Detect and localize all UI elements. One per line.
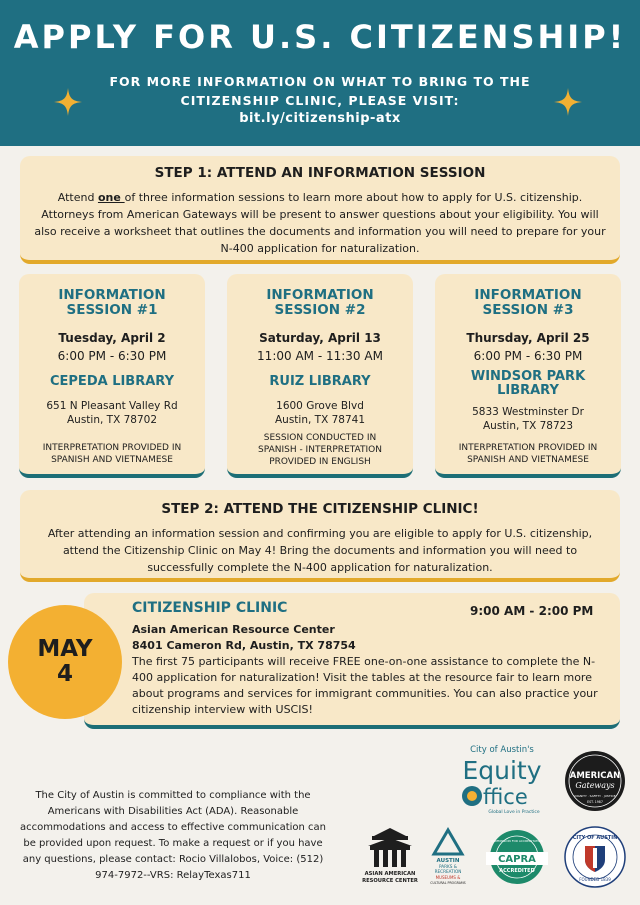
- equity-big-text: Equity: [462, 756, 542, 785]
- session-time: 6:00 PM - 6:30 PM: [473, 349, 583, 363]
- session-note: [231, 432, 409, 468]
- parks-line1: AUSTIN: [436, 858, 460, 864]
- clinic-venue: Asian American Resource Center: [132, 623, 335, 636]
- aarc-line2: RESOURCE CENTER: [362, 878, 418, 884]
- session-date: Tuesday, April 2: [58, 331, 166, 345]
- session-address-line1: 5833 Westminster Dr: [472, 406, 584, 418]
- session-heading: [19, 288, 205, 318]
- page-title: APPLY FOR U.S. CITIZENSHIP!: [13, 18, 627, 56]
- american-gateways-name: AMERICAN: [569, 771, 621, 781]
- session-card-1: [19, 274, 205, 478]
- clinic-time: 9:00 AM - 2:00 PM: [470, 604, 594, 618]
- step1-title: STEP 1: ATTEND AN INFORMATION SESSION: [154, 165, 486, 181]
- session-address: [435, 405, 621, 433]
- equity-office-text: ffice: [483, 785, 528, 809]
- date-badge-month: MAY: [37, 636, 93, 662]
- session-library-line2: LIBRARY: [497, 383, 559, 398]
- header-subtitle-line1: FOR MORE INFORMATION ON WHAT TO BRING TO THE: [109, 74, 531, 89]
- austin-parks-logo: [426, 826, 470, 888]
- capra-logo: [482, 828, 552, 886]
- equity-small-text: City of Austin's: [470, 745, 534, 755]
- session-note: [439, 442, 617, 466]
- step1-card: [20, 156, 620, 264]
- clinic-address: 8401 Cameron Rd, Austin, TX 78754: [132, 639, 356, 652]
- sparkle-star-icon: [54, 88, 82, 116]
- session-heading: [227, 288, 413, 318]
- session-heading: [435, 288, 621, 318]
- clinic-venue-block: [132, 622, 356, 654]
- step1-text-pre: Attend: [57, 191, 98, 204]
- session-address-line2: Austin, TX 78723: [482, 420, 574, 432]
- clinic-title: CITIZENSHIP CLINIC: [132, 600, 288, 616]
- session-note-line1: SESSION CONDUCTED IN: [263, 433, 377, 443]
- header-banner: [0, 0, 640, 146]
- session-heading-line1: INFORMATION: [266, 287, 374, 303]
- session-heading-line2: SESSION #3: [482, 302, 574, 318]
- session-address: [227, 399, 413, 427]
- date-badge: [8, 605, 122, 719]
- session-heading-line2: SESSION #1: [66, 302, 158, 318]
- session-address-line2: Austin, TX 78702: [66, 414, 158, 426]
- seal-bottom-text: FOUNDED 1839: [579, 877, 611, 882]
- session-address-line1: 1600 Grove Blvd: [276, 400, 364, 412]
- session-card-2: [227, 274, 413, 478]
- city-of-austin-seal: [564, 826, 626, 888]
- session-note-line2: SPANISH AND VIETNAMESE: [51, 455, 173, 465]
- info-link[interactable]: bit.ly/citizenship-atx: [239, 111, 401, 126]
- parks-line4: MUSEUMS &: [435, 875, 461, 880]
- session-library: [435, 370, 621, 398]
- session-note-line1: INTERPRETATION PROVIDED IN: [42, 443, 182, 453]
- american-gateways-script: Gateways: [575, 781, 615, 790]
- equity-tagline: Global Love in Practice: [488, 810, 540, 815]
- american-gateways-est: EST. 1987: [587, 800, 603, 804]
- session-note-line2: SPANISH AND VIETNAMESE: [467, 455, 589, 465]
- session-heading-line2: SESSION #2: [274, 302, 366, 318]
- american-gateways-logo: [564, 750, 626, 812]
- parks-line2: PARKS &: [438, 864, 458, 869]
- session-address-line2: Austin, TX 78741: [274, 414, 366, 426]
- capra-name: CAPRA: [498, 854, 536, 865]
- session-note-line1: INTERPRETATION PROVIDED IN: [458, 443, 598, 453]
- session-note-line2: SPANISH - INTERPRETATION: [258, 445, 382, 455]
- capra-sub: ACCREDITED: [499, 868, 535, 874]
- session-library: CEPEDA LIBRARY: [49, 374, 175, 389]
- aarc-line1: ASIAN AMERICAN: [364, 871, 416, 877]
- session-heading-line1: INFORMATION: [474, 287, 582, 303]
- step1-text: [20, 189, 620, 257]
- session-library-line1: WINDSOR PARK: [470, 369, 586, 384]
- step1-text-emphasis: one: [97, 191, 125, 204]
- session-time: 6:00 PM - 6:30 PM: [57, 349, 167, 363]
- ada-notice: The City of Austin is committed to compliance with the Americans with Disabilities Act (ADA). Reasonable accommodations and access to effective communication can be provided upon request. To make a request or if you have any questions, please contact: Rocio Villalobos, Voice: (512) 974-7972--VRS: RelayTexas711: [19, 790, 327, 881]
- parks-line3: RECREATION: [434, 869, 462, 874]
- capra-arc-text: COMMISSION FOR ACCREDITATION: [490, 839, 544, 843]
- asian-american-resource-center-logo: [360, 826, 420, 886]
- sparkle-star-icon: [554, 88, 582, 116]
- session-time: 11:00 AM - 11:30 AM: [257, 349, 383, 363]
- date-badge-day: 4: [56, 661, 73, 687]
- session-date: Saturday, April 13: [259, 331, 381, 345]
- american-gateways-tagline: DIGNITY · SAFETY · JUSTICE: [574, 794, 616, 798]
- parks-line5: CULTURAL PROGRAMS: [430, 881, 466, 885]
- session-note: [23, 442, 201, 466]
- step2-card: [20, 490, 620, 582]
- equity-office-logo: [452, 743, 552, 815]
- header-subtitle-line2: CITIZENSHIP CLINIC, PLEASE VISIT:: [180, 93, 460, 108]
- step2-text: After attending an information session and confirming you are eligible to apply for U.S. citizenship, attend the Citizenship Clinic on May 4! Bring the documents and information you will need to successfully complete the N-400 application for naturalization.: [47, 527, 593, 574]
- session-date: Thursday, April 25: [466, 331, 590, 345]
- session-address-line1: 651 N Pleasant Valley Rd: [46, 400, 178, 412]
- step2-title: STEP 2: ATTEND THE CITIZENSHIP CLINIC!: [161, 501, 479, 517]
- header-subtitle: [0, 72, 640, 110]
- seal-top-text: CITY OF AUSTIN: [572, 835, 618, 841]
- step1-text-post: of three information sessions to learn more about how to apply for U.S. citizenship. Attorneys from American Gateways will be present to answer questions about your eligibility. You will also receive a worksheet that outlines the documents and information you will need to prepare for your N-400 application for naturalization.: [34, 191, 606, 255]
- session-note-line3: PROVIDED IN ENGLISH: [269, 457, 371, 467]
- session-address: [19, 399, 205, 427]
- clinic-description: The first 75 participants will receive FREE one-on-one assistance to complete the N-400 application for naturalization! Visit the tables at the resource fair to learn more about programs and services for immigrant communities. You can also practice your citizenship interview with USCIS!: [132, 655, 598, 716]
- session-heading-line1: INFORMATION: [58, 287, 166, 303]
- session-card-3: [435, 274, 621, 478]
- session-library: RUIZ LIBRARY: [269, 374, 371, 389]
